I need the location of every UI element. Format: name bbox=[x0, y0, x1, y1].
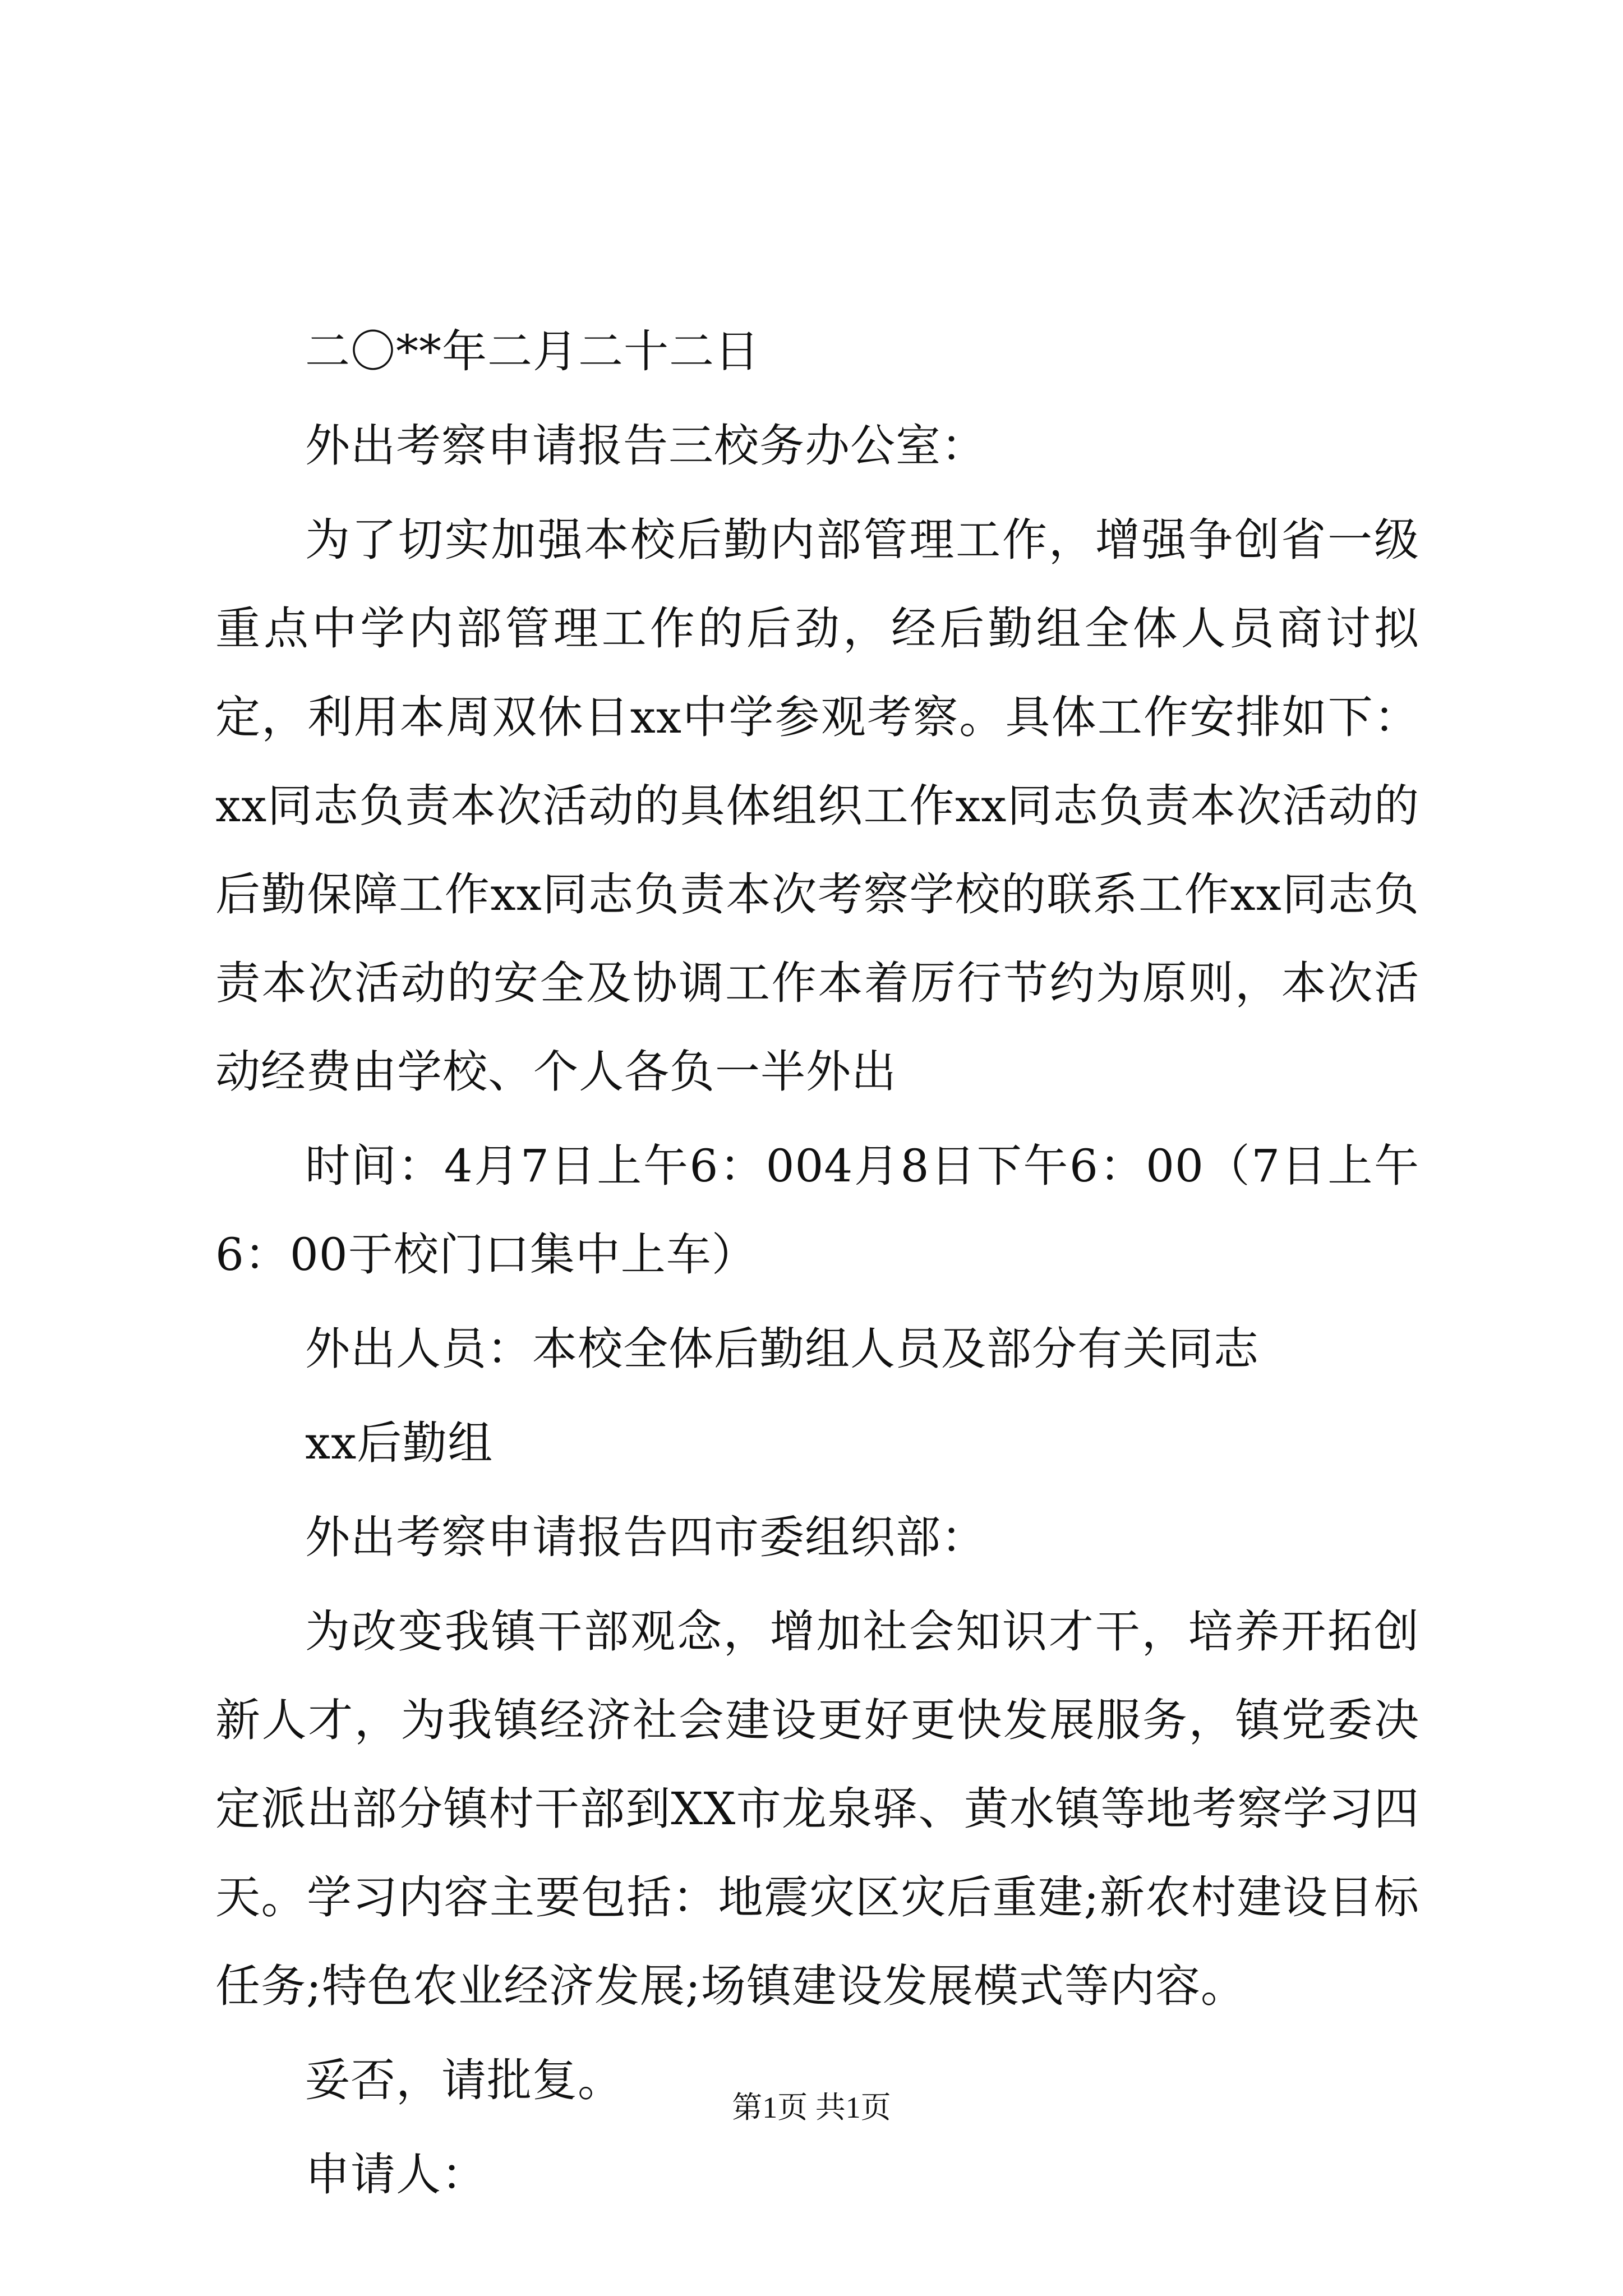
page-footer: 第1页 共1页 bbox=[732, 2091, 891, 2124]
document-body bbox=[215, 307, 1419, 2219]
report-four-body: 为改变我镇干部观念，增加社会知识才干，培养开拓创新人才，为我镇经济社会建设更好更快发展服务，镇党委决定派出部分镇村干部到XX市龙泉驿、黄水镇等地考察学习四天。学习内容主要包括：地震灾区灾后重建;新农村建设目标任务;特色农业经济发展;场镇建设发展模式等内容。 bbox=[215, 1605, 1419, 2012]
date-line: 二〇**年二月二十二日 bbox=[305, 325, 760, 378]
applicant-label: 申请人： bbox=[305, 2148, 487, 2201]
report-three-body: 为了切实加强本校后勤内部管理工作，增强争创省一级重点中学内部管理工作的后劲，经后勤组全体人员商讨拟定，利用本周双休日xx中学参观考察。具体工作安排如下：xx同志负责本次活动的具体组织工作xx同志负责本次活动的后勤保障工作xx同志负责本次考察学校的联系工作xx同志负责本次活动的安全及协调工作本着厉行节约为原则，本次活动经费由学校、个人各负一半外出 bbox=[215, 514, 1419, 1098]
schedule-time: 时间：4月7日上午6：004月8日下午6：00（7日上午6：00于校门口集中上车） bbox=[215, 1140, 1419, 1281]
report-three-addressee: 外出考察申请报告三校务办公室： bbox=[305, 420, 986, 472]
approval-request: 妥否，请批复。 bbox=[305, 2054, 623, 2106]
report-four-addressee: 外出考察申请报告四市委组织部： bbox=[305, 1511, 986, 1563]
signature-group: xx后勤组 bbox=[305, 1417, 494, 1469]
participants: 外出人员：本校全体后勤组人员及部分有关同志 bbox=[305, 1323, 1259, 1375]
